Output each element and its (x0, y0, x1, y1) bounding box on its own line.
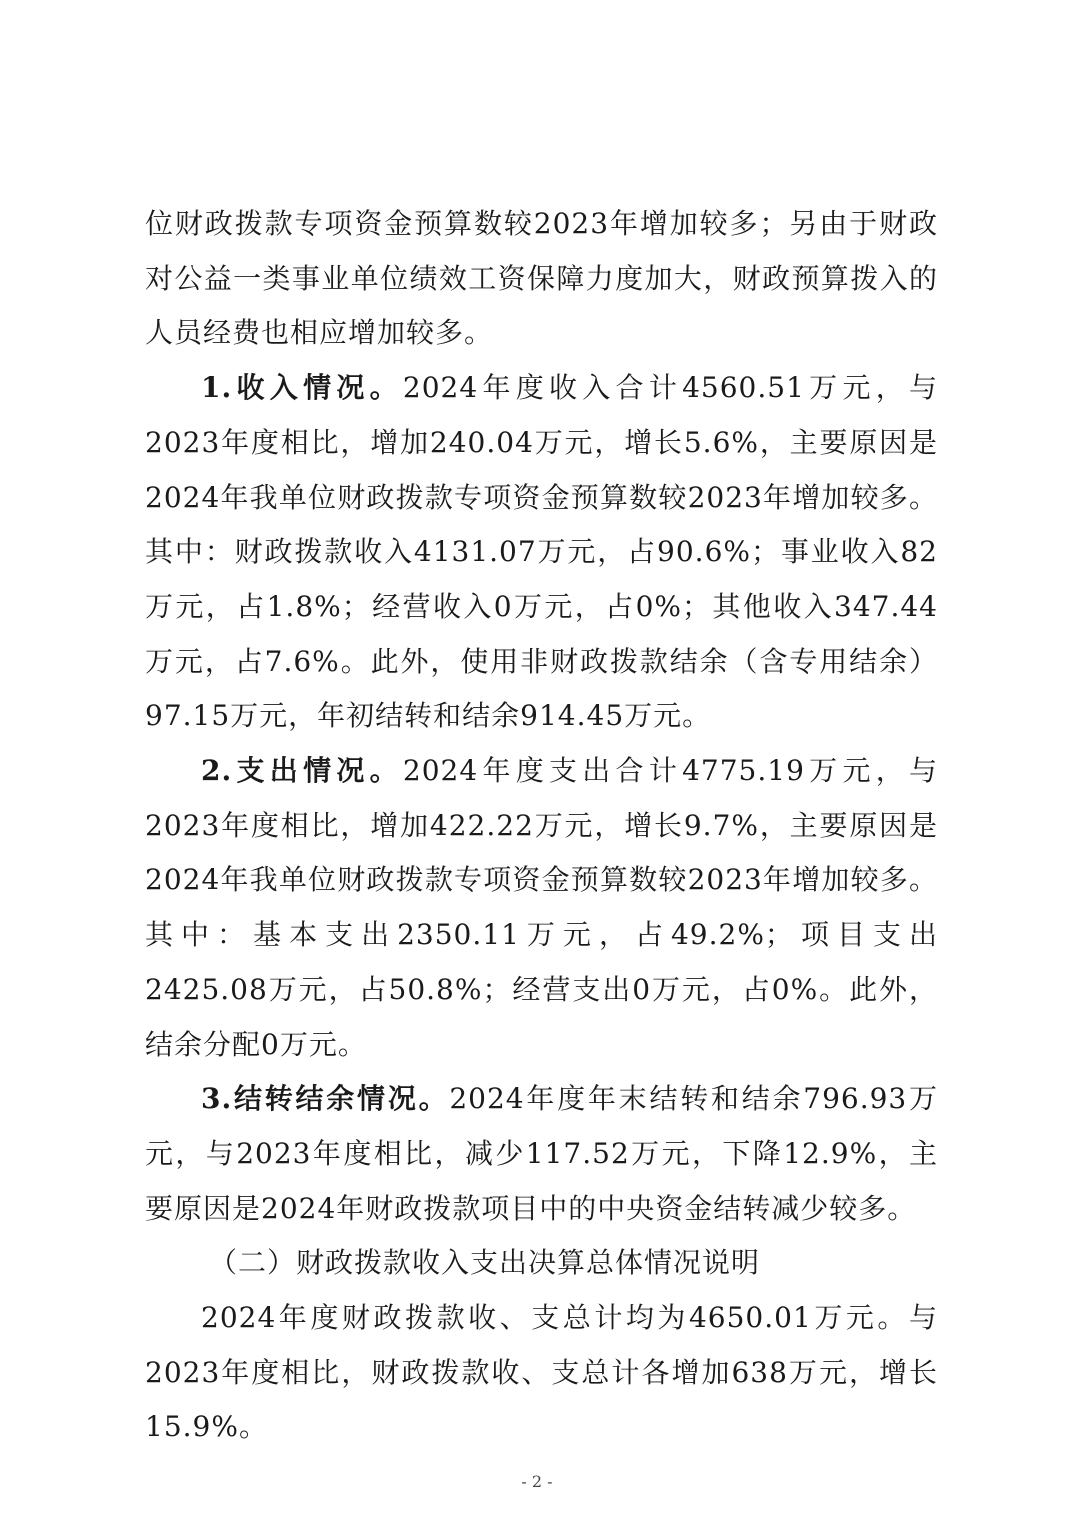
income-text: 2024年度收入合计4560.51万元，与2023年度相比，增加240.04万元，增长5.6%，主要原因是2024年我单位财政拨款专项资金预算数较2023年增加较多。其中：财政拨款收入4131.07万元，占90.6%；事业收入82万元，占1.8%；经营收入0万元，占0%；其他收入347.44万元，占7.6%。此外，使用非财政拨款结余（含专用结余）97.15万元，年初结转和结余914.45万元。 (145, 371, 939, 733)
income-paragraph (145, 361, 938, 744)
document-body (145, 197, 938, 1455)
section-heading: （二）财政拨款收入支出决算总体情况说明 (209, 1246, 761, 1280)
continuation-text: 位财政拨款专项资金预算数较2023年增加较多；另由于财政对公益一类事业单位绩效工资保障力度加大，财政预算拨入的人员经费也相应增加较多。 (145, 207, 938, 350)
continuation-paragraph (145, 197, 938, 361)
section-text: 2024年度财政拨款收、支总计均为4650.01万元。与2023年度相比，财政拨款收、支总计各增加638万元，增长15.9%。 (145, 1301, 938, 1444)
page-number: - 2 - (521, 1472, 553, 1491)
carryover-heading: 3.结转结余情况。 (201, 1082, 450, 1116)
carryover-paragraph (145, 1072, 938, 1236)
expenditure-text: 2024年度支出合计4775.19万元，与2023年度相比，增加422.22万元，增长9.7%，主要原因是2024年我单位财政拨款专项资金预算数较2023年增加较多。其中：基本支出2350.11万元，占49.2%；项目支出2425.08万元，占50.8%；经营支出0万元，占0%。此外，结余分配0万元。 (145, 754, 939, 1061)
expenditure-heading: 2.支出情况。 (201, 754, 403, 788)
section-paragraph (145, 1291, 938, 1455)
carryover-text: 2024年度年末结转和结余796.93万元，与2023年度相比，减少117.52万元，下降12.9%，主要原因是2024年财政拨款项目中的中央资金结转减少较多。 (145, 1082, 939, 1225)
expenditure-paragraph (145, 744, 938, 1072)
income-heading: 1.收入情况。 (201, 371, 403, 405)
